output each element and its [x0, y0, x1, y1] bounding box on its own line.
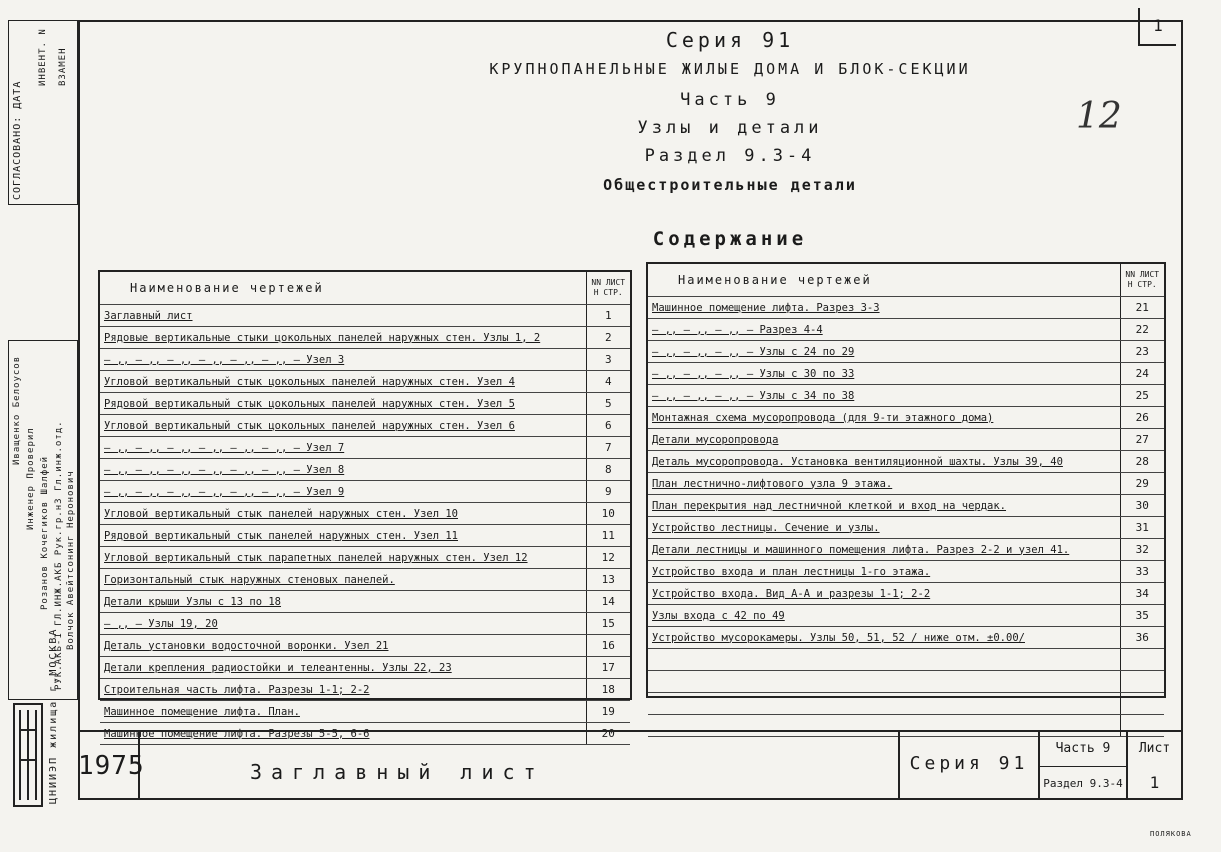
general-details-heading: Общестроительные детали [603, 176, 857, 194]
replace-label: ВЗАМЕН [58, 47, 68, 86]
table-row [100, 635, 630, 657]
table-row [648, 451, 1164, 473]
table-row [100, 503, 630, 525]
table-row [100, 371, 630, 393]
drawing-title: Угловой вертикальный стык парапетных панелей наружных стен. Узел 12 [100, 547, 586, 569]
drawing-title: Узлы входа с 42 по 49 [648, 605, 1120, 627]
sheet-number: 26 [1120, 407, 1164, 429]
drawing-title: — ,, — ,, — ,, — ,, — ,, — ,, — Узел 8 [100, 459, 586, 481]
table-row [648, 429, 1164, 451]
sheet-number: 10 [586, 503, 630, 525]
drawing-title: — ,, — ,, — ,, — ,, — ,, — ,, — Узел 7 [100, 437, 586, 459]
table-row [100, 305, 630, 327]
sheet-number: 13 [586, 569, 630, 591]
table-row [648, 561, 1164, 583]
table-row [648, 627, 1164, 649]
signature-row: Розанов Кочегиков Шалфей [40, 455, 50, 610]
contents-table-right [646, 262, 1166, 698]
title-block-part-number: Часть 9 [1055, 741, 1111, 756]
table-row [100, 547, 630, 569]
sheet-number: 19 [586, 701, 630, 723]
contents-table-left [98, 270, 632, 740]
table-row [648, 363, 1164, 385]
title-block-part [1040, 732, 1128, 800]
drawing-title: Горизонтальный стык наружных стеновых панелей. [100, 569, 586, 591]
drawing-title [648, 693, 1120, 715]
title-block-title: Заглавный лист [140, 732, 900, 800]
sheet-number: 5 [586, 393, 630, 415]
sheet-number: 34 [1120, 583, 1164, 605]
sheet-number: 35 [1120, 605, 1164, 627]
table-row [648, 495, 1164, 517]
sheet-number: 2 [586, 327, 630, 349]
drawing-title: План лестнично-лифтового узла 9 этажа. [648, 473, 1120, 495]
table-row [648, 473, 1164, 495]
sheet-number: 8 [586, 459, 630, 481]
drawing-title: Устройство мусорокамеры. Узлы 50, 51, 52 / ниже отм. ±0.00/ [648, 627, 1120, 649]
approval-label: СОГЛАСОВАНО: ДАТА [12, 80, 23, 200]
drawing-title: — ,, — ,, — ,, — Узлы с 34 по 38 [648, 385, 1120, 407]
table-row [648, 319, 1164, 341]
inventory-label: ИНВЕНТ. N [38, 28, 48, 86]
pen-mark: 12 [1076, 96, 1122, 137]
table-row [100, 613, 630, 635]
approval-strip [8, 20, 78, 800]
sheet-number: 9 [586, 481, 630, 503]
sheet-number: 30 [1120, 495, 1164, 517]
sheet-number: 29 [1120, 473, 1164, 495]
table-row [648, 341, 1164, 363]
sheet-number: 3 [586, 349, 630, 371]
sheet-number: 18 [586, 679, 630, 701]
table-row [648, 517, 1164, 539]
drawing-title: Детали лестницы и машинного помещения лифта. Разрез 2-2 и узел 41. [648, 539, 1120, 561]
table-row [100, 701, 630, 723]
title-block [78, 730, 1183, 800]
title-block-sheet-label: Лист [1138, 741, 1171, 756]
signature-row: Волчок Авейтсонинг Неронович [66, 470, 76, 650]
column-header-name: Наименование чертежей [648, 264, 1120, 297]
column-header-name: Наименование чертежей [100, 272, 586, 305]
sheet-number: 31 [1120, 517, 1164, 539]
drawing-title: Деталь мусоропровода. Установка вентиляционной шахты. Узлы 39, 40 [648, 451, 1120, 473]
sheet-number: 25 [1120, 385, 1164, 407]
table-row [648, 649, 1164, 671]
table-row [100, 459, 630, 481]
title-block-series: Серия 91 [900, 732, 1040, 800]
sheet-number: 21 [1120, 297, 1164, 319]
sheet-number [1120, 671, 1164, 693]
tsniiep-logo-icon [10, 627, 80, 810]
part-heading: Часть 9 [680, 90, 780, 110]
column-header-sheet: NN ЛИСТ Н СТР. [1120, 264, 1164, 297]
drawing-title: — ,, — Узлы 19, 20 [100, 613, 586, 635]
sheet-number: 4 [586, 371, 630, 393]
sheet-number: 22 [1120, 319, 1164, 341]
sheet-number: 11 [586, 525, 630, 547]
table-row [100, 415, 630, 437]
sheet-number: 14 [586, 591, 630, 613]
drawing-title: Устройство входа и план лестницы 1-го этажа. [648, 561, 1120, 583]
drawing-title: Машинное помещение лифта. План. [100, 701, 586, 723]
sheet-number: 33 [1120, 561, 1164, 583]
series-heading: Серия 91 [665, 28, 795, 52]
drawing-title: Детали крыши Узлы с 13 по 18 [100, 591, 586, 613]
table-row [648, 693, 1164, 715]
column-header-sheet: NN ЛИСТ Н СТР. [586, 272, 630, 305]
table-row [100, 679, 630, 701]
sheet-number: 6 [586, 415, 630, 437]
drawing-title: Устройство входа. Вид А-А и разрезы 1-1; 2-2 [648, 583, 1120, 605]
drawing-title: Строительная часть лифта. Разрезы 1-1; 2-2 [100, 679, 586, 701]
signature-row: Инженер Проверил [26, 427, 36, 530]
table-row [100, 481, 630, 503]
table-row [648, 385, 1164, 407]
sheet-number [1120, 649, 1164, 671]
signature-row: РУК.АКБ-1 ГЛ.ИНЖ.АКБ Рук.гр.н3 Гл.инж.отд. [54, 420, 64, 690]
table-row [100, 437, 630, 459]
main-heading: КРУПНОПАНЕЛЬНЫЕ ЖИЛЫЕ ДОМА И БЛОК-СЕКЦИИ [489, 60, 971, 78]
table-row [648, 407, 1164, 429]
table-row [100, 393, 630, 415]
sheet-number: 36 [1120, 627, 1164, 649]
drawing-title: Машинное помещение лифта. Разрезы 5-5, 6-6 [100, 723, 586, 745]
title-block-year: 1975 [78, 732, 140, 800]
section-heading: Раздел 9.3-4 [644, 146, 816, 166]
drawing-title: — ,, — ,, — ,, — ,, — ,, — ,, — Узел 3 [100, 349, 586, 371]
drawing-title: Угловой вертикальный стык панелей наружных стен. Узел 10 [100, 503, 586, 525]
sheet-number: 28 [1120, 451, 1164, 473]
drawing-title: — ,, — ,, — ,, — Узлы с 30 по 33 [648, 363, 1120, 385]
sheet-number: 1 [586, 305, 630, 327]
sheet-number: 17 [586, 657, 630, 679]
organization-logo [10, 627, 80, 810]
table-row [100, 657, 630, 679]
sheet-number: 7 [586, 437, 630, 459]
table-row [100, 569, 630, 591]
table-row [648, 297, 1164, 319]
sheet-number: 27 [1120, 429, 1164, 451]
sheet-number: 32 [1120, 539, 1164, 561]
table-row [100, 349, 630, 371]
drawing-title: Рядовой вертикальный стык цокольных панелей наружных стен. Узел 5 [100, 393, 586, 415]
table-row [648, 583, 1164, 605]
drawing-title: Машинное помещение лифта. Разрез 3-3 [648, 297, 1120, 319]
drawing-title: Устройство лестницы. Сечение и узлы. [648, 517, 1120, 539]
drawing-title: Детали крепления радиостойки и телеантенны. Узлы 22, 23 [100, 657, 586, 679]
drawing-title: Угловой вертикальный стык цокольных панелей наружных стен. Узел 6 [100, 415, 586, 437]
drawing-title: Детали мусоропровода [648, 429, 1120, 451]
sheet-number: 24 [1120, 363, 1164, 385]
author-footnote: ПОЛЯКОВА [1150, 830, 1192, 838]
drawing-title: — ,, — ,, — ,, — Узлы с 24 по 29 [648, 341, 1120, 363]
drawing-title [648, 649, 1120, 671]
table-row [100, 525, 630, 547]
sheet-number: 15 [586, 613, 630, 635]
drawing-title: Угловой вертикальный стык цокольных панелей наружных стен. Узел 4 [100, 371, 586, 393]
sheet-number: 16 [586, 635, 630, 657]
organization-name: ЦНИИЭП жилища г.МОСКВА [48, 627, 59, 804]
drawing-title: — ,, — ,, — ,, — ,, — ,, — ,, — Узел 9 [100, 481, 586, 503]
table-row [648, 671, 1164, 693]
sheet-number: 20 [586, 723, 630, 745]
drawing-title: Рядовые вертикальные стыки цокольных панелей наружных стен. Узлы 1, 2 [100, 327, 586, 349]
title-block-section: Раздел 9.3-4 [1040, 766, 1126, 801]
sheet-number: 12 [586, 547, 630, 569]
table-row [648, 605, 1164, 627]
nodes-heading: Узлы и детали [637, 118, 823, 138]
title-block-sheet [1128, 732, 1181, 800]
table-row [100, 327, 630, 349]
drawing-title: — ,, — ,, — ,, — Разрез 4-4 [648, 319, 1120, 341]
drawing-title: Рядовой вертикальный стык панелей наружных стен. Узел 11 [100, 525, 586, 547]
drawing-title: Деталь установки водосточной воронки. Узел 21 [100, 635, 586, 657]
table-row [648, 539, 1164, 561]
sheet-corner-number: 1 [1138, 8, 1176, 46]
drawing-title: План перекрытия над лестничной клеткой и вход на чердак. [648, 495, 1120, 517]
signature-row: Иващенко Белоусов [12, 355, 22, 465]
table-row [100, 591, 630, 613]
sheet-number [1120, 693, 1164, 715]
drawing-title [648, 671, 1120, 693]
drawing-title: Монтажная схема мусоропровода (для 9-ти этажного дома) [648, 407, 1120, 429]
title-block-sheet-number: 1 [1149, 773, 1160, 792]
contents-heading: Содержание [652, 228, 808, 250]
sheet-number: 23 [1120, 341, 1164, 363]
drawing-title: Заглавный лист [100, 305, 586, 327]
